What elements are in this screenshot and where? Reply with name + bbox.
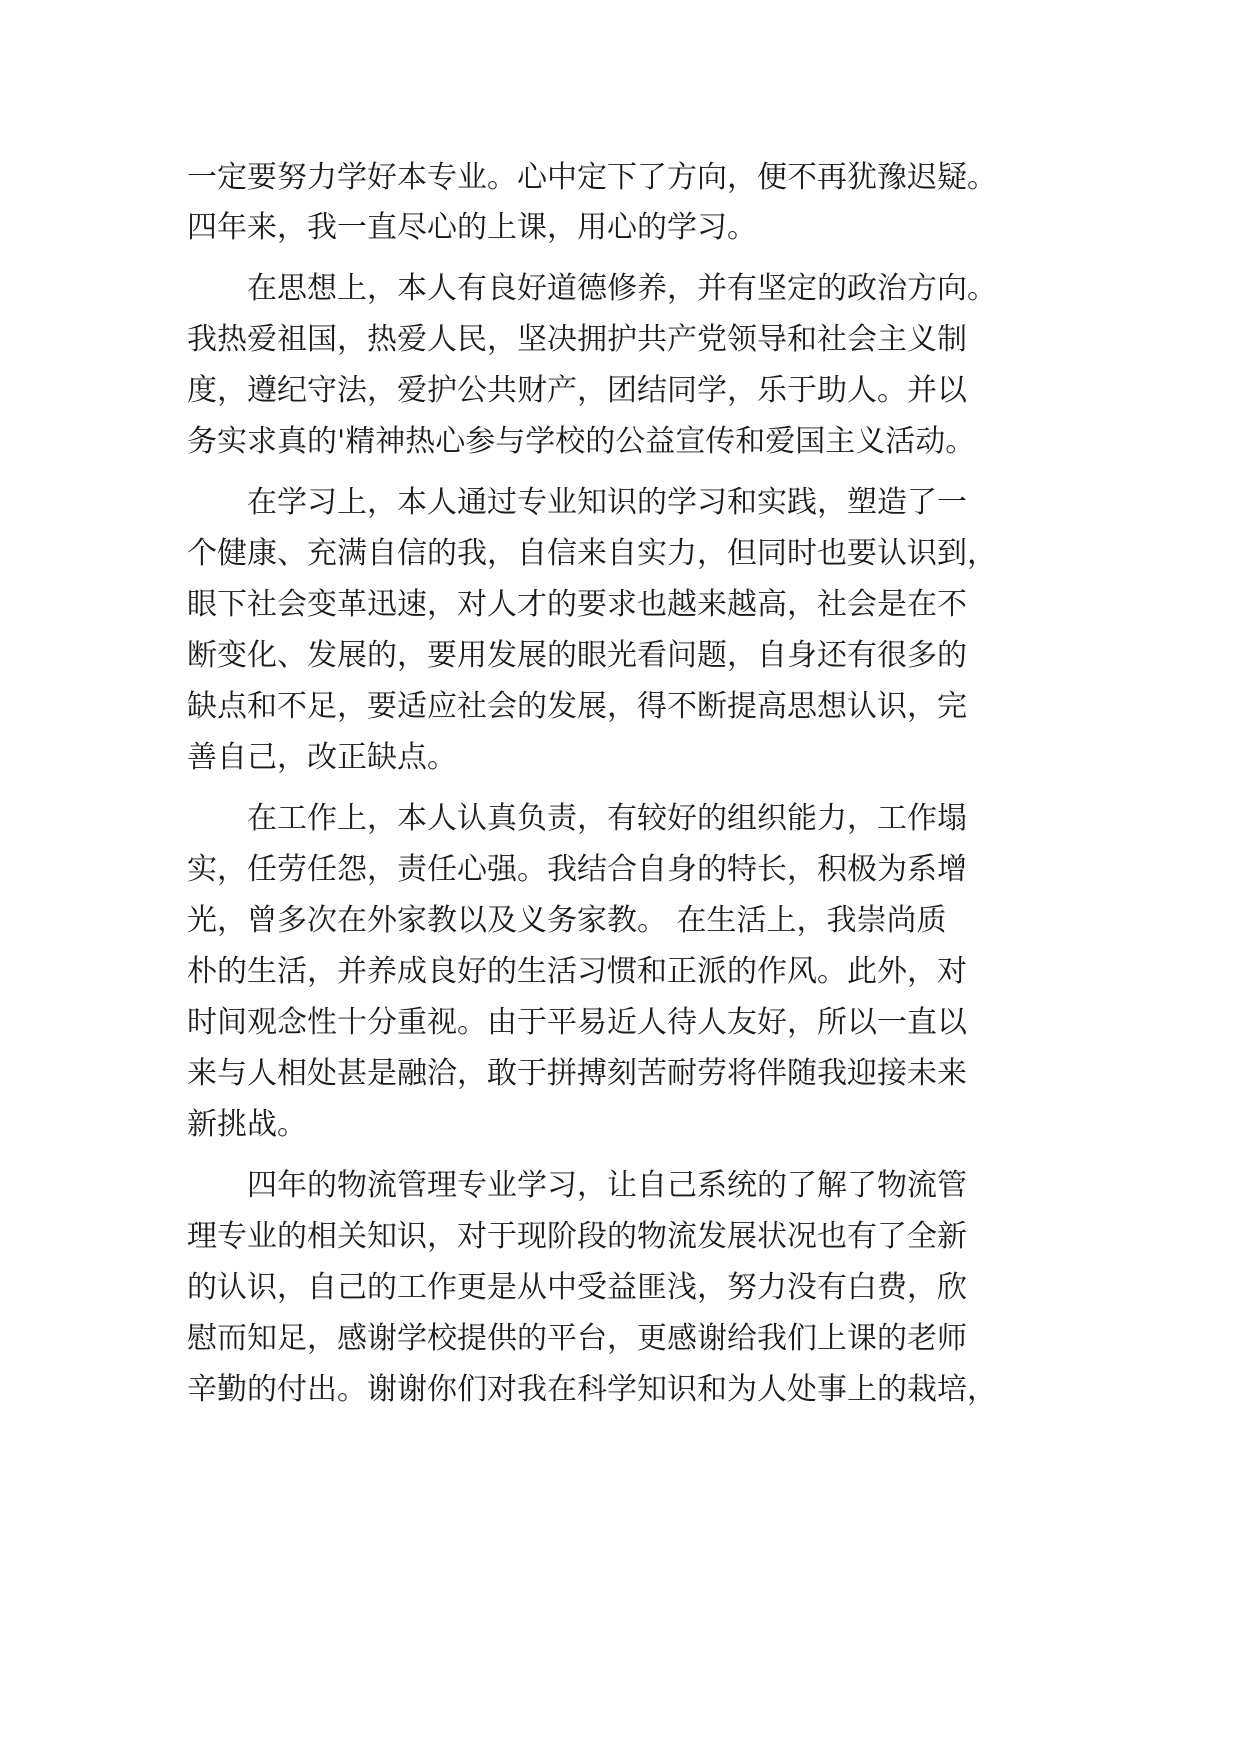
text-line: 一定要努力学好本专业。心中定下了方向，便不再犹豫迟疑。	[187, 160, 997, 195]
paragraph-first-line: 在工作上，本人认真负责，有较好的组织能力，工作塌	[247, 801, 967, 836]
text-line: 的认识，自己的工作更是从中受益匪浅，努力没有白费，欣	[187, 1270, 967, 1305]
text-line: 慰而知足，感谢学校提供的平台，更感谢给我们上课的老师	[187, 1321, 967, 1356]
text-line: 缺点和不足，要适应社会的发展，得不断提高思想认识，完	[187, 689, 967, 724]
text-line: 善自己，改正缺点。	[187, 740, 457, 775]
text-line: 辛勤的付出。谢谢你们对我在科学知识和为人处事上的栽培，	[187, 1372, 997, 1407]
text-line: 个健康、充满自信的我，自信来自实力，但同时也要认识到，	[187, 536, 997, 571]
text-line: 四年来，我一直尽心的上课，用心的学习。	[187, 210, 757, 245]
text-line: 时间观念性十分重视。由于平易近人待人友好，所以一直以	[187, 1005, 967, 1040]
text-line: 来与人相处甚是融洽，敢于拼搏刻苦耐劳将伴随我迎接未来	[187, 1056, 967, 1091]
paragraph-first-line: 在思想上，本人有良好道德修养，并有坚定的政治方向。	[247, 271, 997, 306]
text-line: 朴的生活，并养成良好的生活习惯和正派的作风。此外，对	[187, 954, 967, 989]
text-line: 实，任劳任怨，责任心强。我结合自身的特长，积极为系增	[187, 852, 967, 887]
text-line: 务实求真的'精神热心参与学校的公益宣传和爱国主义活动。	[187, 424, 976, 459]
text-line: 眼下社会变革迅速，对人才的要求也越来越高，社会是在不	[187, 587, 967, 622]
text-line: 我热爱祖国，热爱人民，坚决拥护共产党领导和社会主义制	[187, 322, 967, 357]
text-line: 断变化、发展的，要用发展的眼光看问题，自身还有很多的	[187, 638, 967, 673]
paragraph-first-line: 四年的物流管理专业学习，让自己系统的了解了物流管	[247, 1168, 967, 1203]
text-line: 光，曾多次在外家教以及义务家教。 在生活上，我崇尚质	[187, 903, 947, 938]
paragraph-first-line: 在学习上，本人通过专业知识的学习和实践，塑造了一	[247, 485, 967, 520]
text-line: 理专业的相关知识，对于现阶段的物流发展状况也有了全新	[187, 1219, 967, 1254]
text-line: 新挑战。	[187, 1107, 307, 1142]
text-line: 度，遵纪守法，爱护公共财产，团结同学，乐于助人。并以	[187, 373, 967, 408]
